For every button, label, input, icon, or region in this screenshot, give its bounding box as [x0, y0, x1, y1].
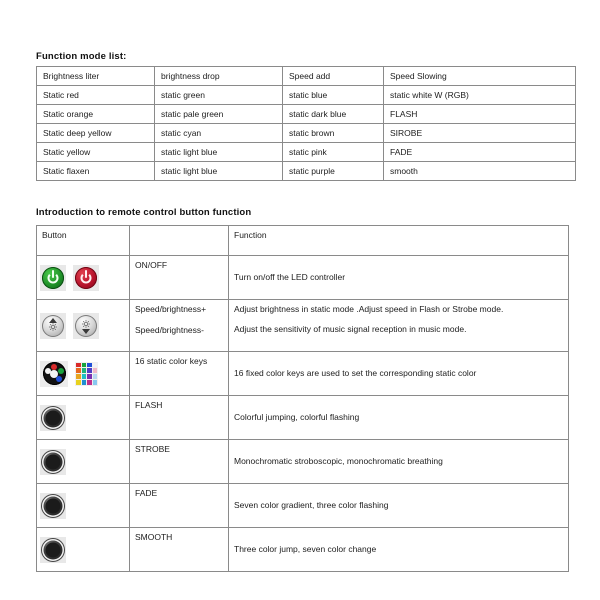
color-key-16[interactable] [93, 380, 98, 385]
color-keys-function: 16 fixed color keys are used to set the corresponding static color [229, 352, 569, 396]
mode-cell: static light blue [155, 143, 283, 162]
header-button: Button [37, 226, 130, 256]
mode-cell: Static deep yellow [37, 124, 155, 143]
fade-button-icon[interactable] [40, 493, 66, 519]
color-key-14[interactable] [82, 380, 87, 385]
strobe-label: STROBE [130, 440, 229, 484]
table-row-color-keys [37, 352, 569, 396]
color-key-13[interactable] [76, 380, 81, 385]
speed-brightness-function-line-1: Adjust brightness in static mode .Adjust speed in Flash or Strobe mode. [234, 304, 504, 314]
mode-cell: static dark blue [283, 105, 384, 124]
speed-brightness-up-label: Speed/brightness+ [135, 304, 207, 314]
smooth-button-icon[interactable] [40, 537, 66, 563]
mode-cell: SIROBE [384, 124, 576, 143]
strobe-button-cell [37, 440, 130, 484]
mode-cell: Speed Slowing [384, 67, 576, 86]
mode-cell: static purple [283, 162, 384, 181]
color-key-12[interactable] [93, 374, 98, 379]
color-keys-label: 16 static color keys [130, 352, 229, 396]
mode-cell: Static yellow [37, 143, 155, 162]
table-header-row [37, 226, 569, 256]
speed-brightness-function-line-2: Adjust the sensitivity of music signal reception in music mode. [234, 323, 467, 334]
mode-cell: static green [155, 86, 283, 105]
onoff-function: Turn on/off the LED controller [229, 256, 569, 300]
mode-cell: static pale green [155, 105, 283, 124]
table-row-onoff [37, 256, 569, 300]
table-row [37, 124, 576, 143]
mode-cell: static pink [283, 143, 384, 162]
color-key-2[interactable] [82, 363, 87, 368]
speed-brightness-down-label: Speed/brightness- [135, 324, 204, 335]
power-off-icon[interactable] [73, 265, 99, 291]
color-key-6[interactable] [82, 368, 87, 373]
color-key-8[interactable] [93, 368, 98, 373]
flash-button-icon[interactable] [40, 405, 66, 431]
mode-cell: static white W (RGB) [384, 86, 576, 105]
color-key-1[interactable] [76, 363, 81, 368]
mode-cell: Static orange [37, 105, 155, 124]
mode-cell: static light blue [155, 162, 283, 181]
table-row-strobe [37, 440, 569, 484]
table-row [37, 67, 576, 86]
color-key-10[interactable] [82, 374, 87, 379]
onoff-label: ON/OFF [130, 256, 229, 300]
strobe-button-icon[interactable] [40, 449, 66, 475]
speed-brightness-button-group [40, 313, 127, 339]
color-key-5[interactable] [76, 368, 81, 373]
color-key-7[interactable] [87, 368, 92, 373]
table-row [37, 162, 576, 181]
color-key-15[interactable] [87, 380, 92, 385]
table-row-fade [37, 484, 569, 528]
smooth-label: SMOOTH [130, 528, 229, 572]
fade-button-cell [37, 484, 130, 528]
fade-function: Seven color gradient, three color flashing [229, 484, 569, 528]
remote-button-function-table [36, 225, 569, 572]
table-row [37, 86, 576, 105]
mode-cell: FADE [384, 143, 576, 162]
mode-cell: FLASH [384, 105, 576, 124]
color-key-11[interactable] [87, 374, 92, 379]
flash-function: Colorful jumping, colorful flashing [229, 396, 569, 440]
color-keys-button-cell [37, 352, 130, 396]
flash-button-cell [37, 396, 130, 440]
color-keys-group [40, 361, 127, 387]
wheel-dot-1 [51, 364, 57, 370]
mode-cell: Speed add [283, 67, 384, 86]
brightness-down-icon[interactable] [73, 313, 99, 339]
function-mode-list-title: Function mode list: [36, 51, 127, 62]
strobe-function: Monochromatic stroboscopic, monochromatic breathing [229, 440, 569, 484]
table-row [37, 143, 576, 162]
speed-brightness-button-cell [37, 300, 130, 352]
fade-label: FADE [130, 484, 229, 528]
brightness-up-icon[interactable] [40, 313, 66, 339]
color-key-4[interactable] [93, 363, 98, 368]
mode-cell: static brown [283, 124, 384, 143]
header-function: Function [229, 226, 569, 256]
color-key-3[interactable] [87, 363, 92, 368]
power-button-group [40, 265, 127, 291]
wheel-dot-2 [58, 368, 64, 374]
color-key-grid-icon[interactable] [75, 362, 98, 386]
mode-cell: smooth [384, 162, 576, 181]
mode-cell: brightness drop [155, 67, 283, 86]
table-row-speed-brightness [37, 300, 569, 352]
mode-cell: Brightness liter [37, 67, 155, 86]
table-row-flash [37, 396, 569, 440]
color-wheel-icon[interactable] [40, 361, 68, 387]
smooth-function: Three color jump, seven color change [229, 528, 569, 572]
table-row-smooth [37, 528, 569, 572]
onoff-button-cell [37, 256, 130, 300]
mode-cell: static cyan [155, 124, 283, 143]
wheel-dot-4 [45, 368, 51, 374]
wheel-dot-3 [56, 376, 62, 382]
speed-brightness-function [229, 300, 569, 352]
smooth-button-cell [37, 528, 130, 572]
table-row [37, 105, 576, 124]
power-on-icon[interactable] [40, 265, 66, 291]
remote-control-section-title: Introduction to remote control button function [36, 207, 252, 218]
speed-brightness-labels [130, 300, 229, 352]
flash-label: FLASH [130, 396, 229, 440]
color-key-9[interactable] [76, 374, 81, 379]
mode-cell: static blue [283, 86, 384, 105]
function-mode-list-table [36, 66, 576, 181]
mode-cell: Static flaxen [37, 162, 155, 181]
mode-cell: Static red [37, 86, 155, 105]
header-blank [130, 226, 229, 256]
